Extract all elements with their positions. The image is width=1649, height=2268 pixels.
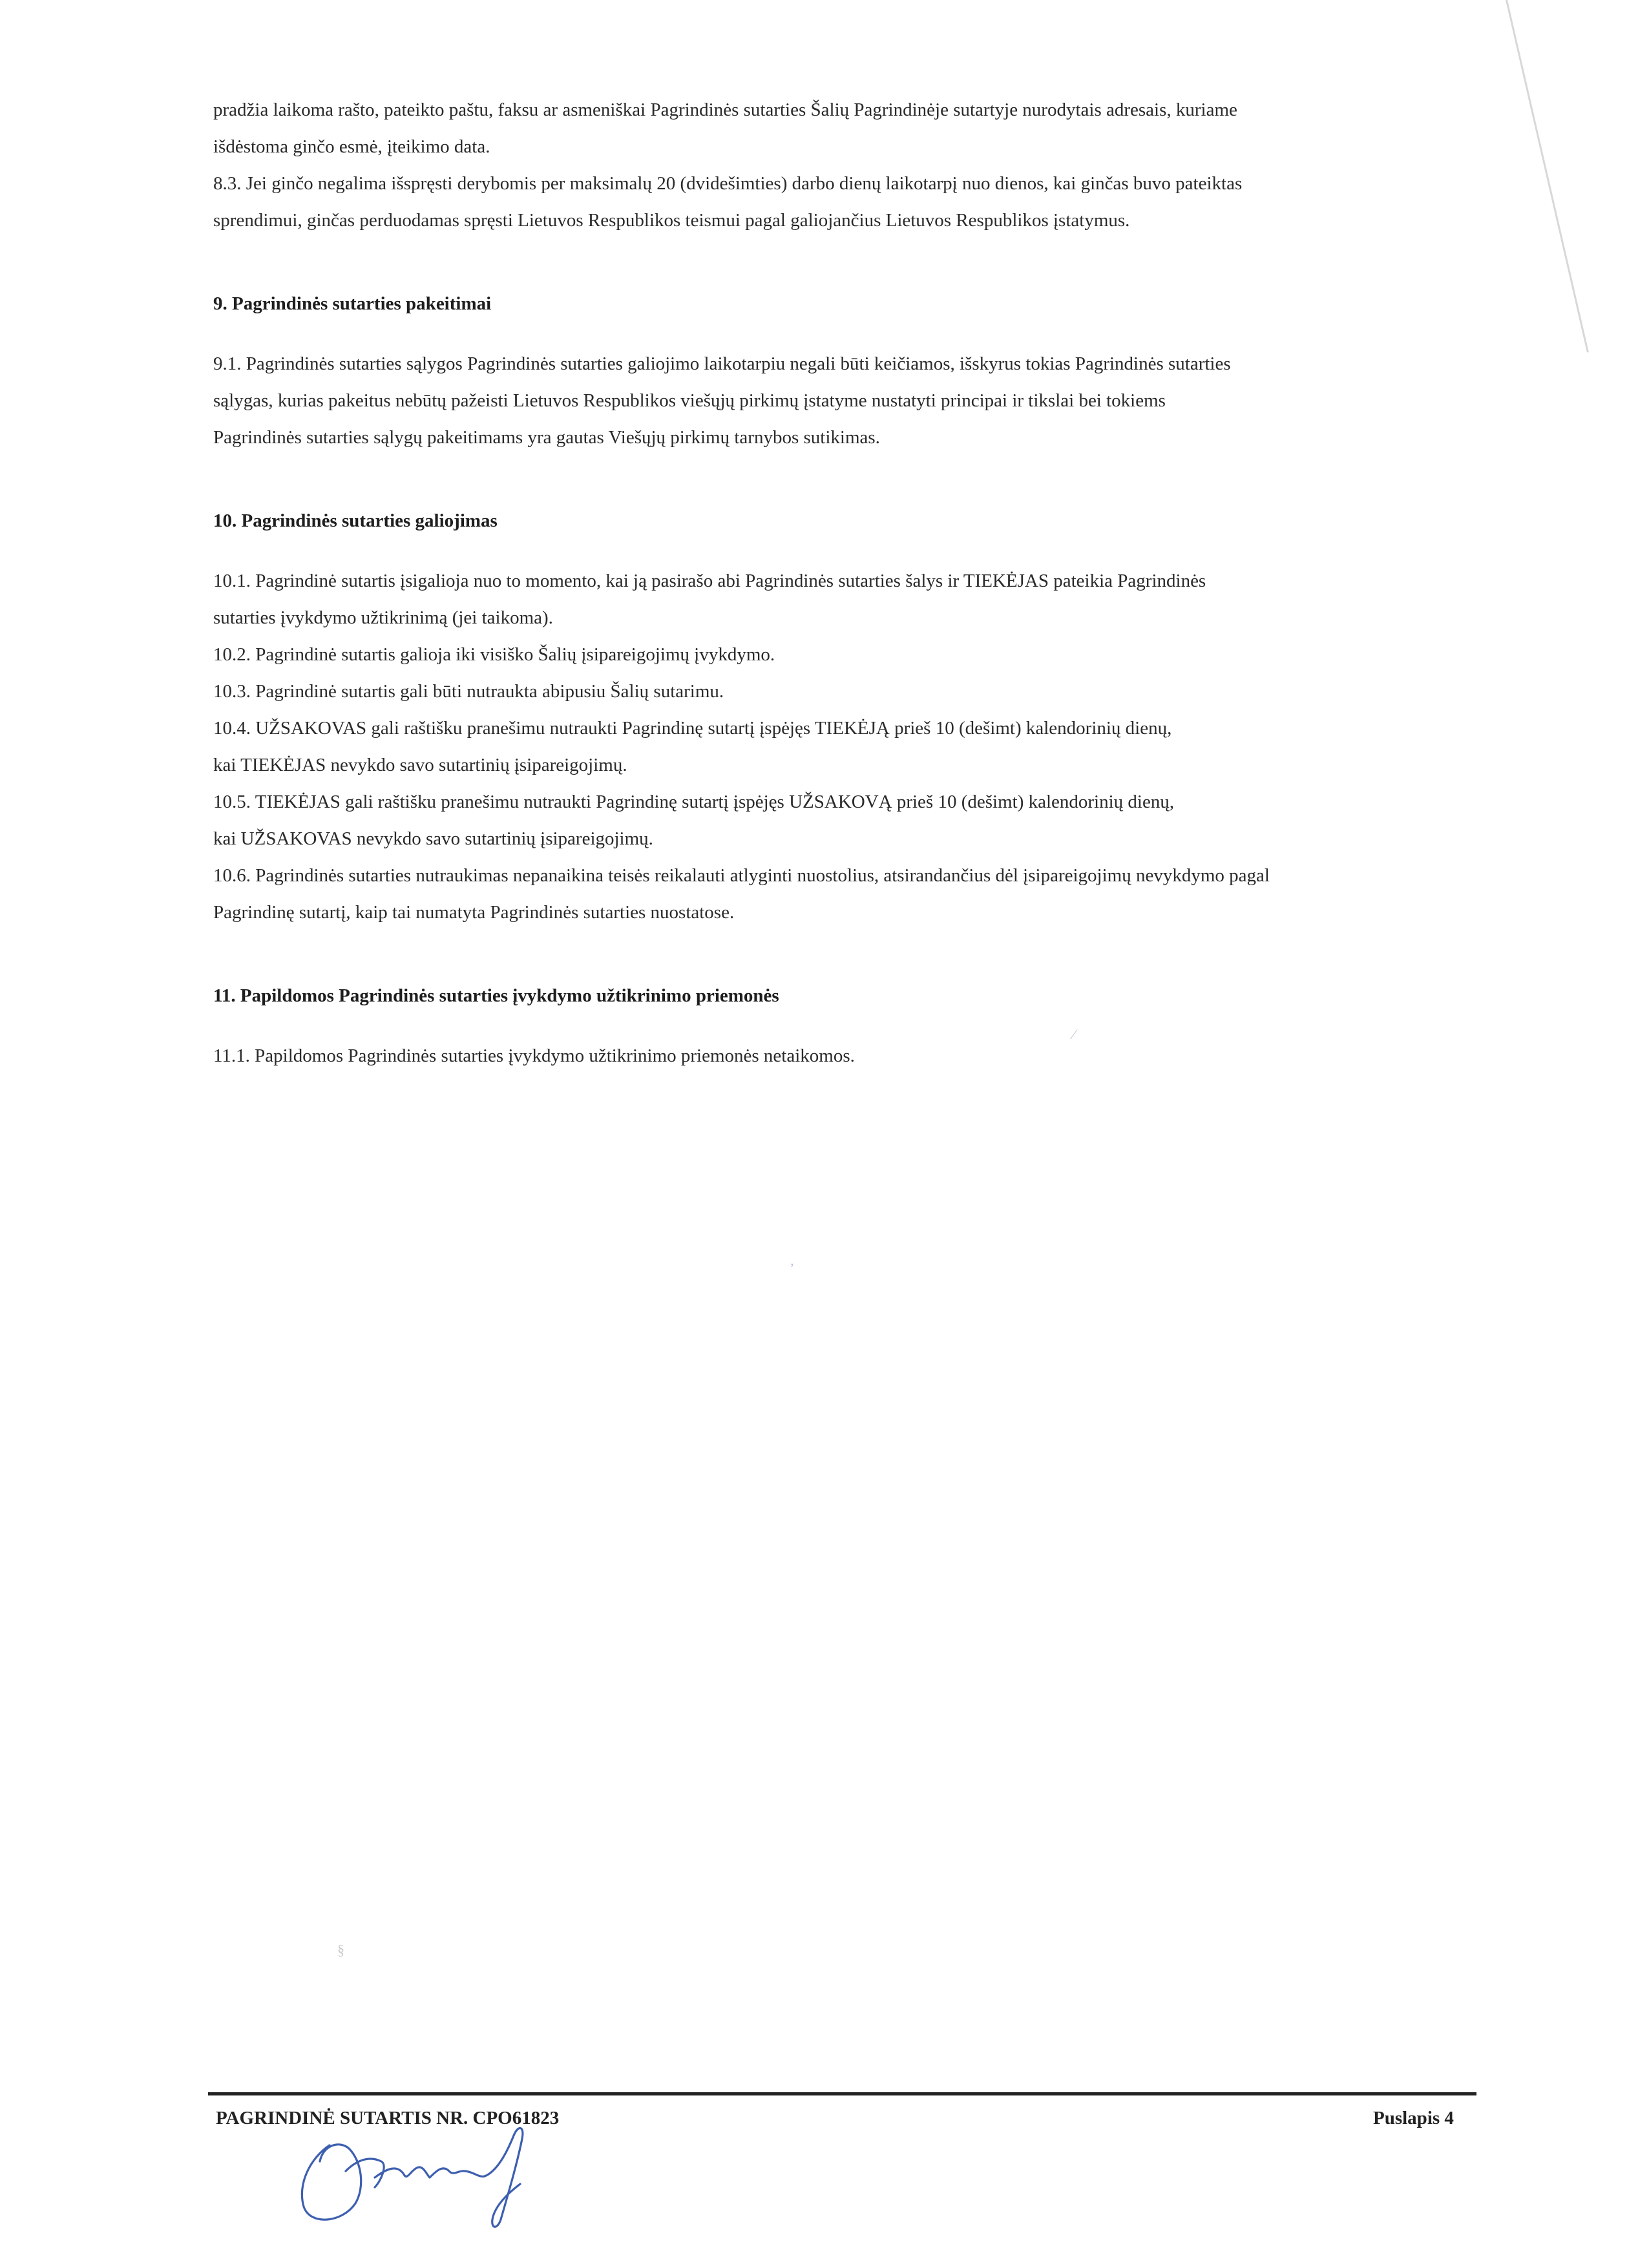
s9-para-1-line-2: sąlygas, kurias pakeitus nebūtų pažeisti Lietuvos Respublikos viešųjų pirkimų įstatyme nustatyti principai ir tikslai bei tokiems: [213, 390, 1166, 411]
s10-para-6-line-2: Pagrindinę sutartį, kaip tai numatyta Pagrindinės sutarties nuostatose.: [213, 902, 735, 923]
s10-para-6-line-1: 10.6. Pagrindinės sutarties nutraukimas nepanaikina teisės reikalauti atlyginti nuostolius, atsirandančius dėl įsipareigojimų nevykdymo pagal: [213, 865, 1270, 886]
s9-para-1-line-1: 9.1. Pagrindinės sutarties sąlygos Pagrindinės sutarties galiojimo laikotarpiu negali būti keičiamos, išskyrus tokias Pagrindinės sutarties: [213, 353, 1231, 374]
section-9-heading: 9. Pagrindinės sutarties pakeitimai: [213, 293, 492, 314]
scan-speck: ⁄: [1073, 1026, 1075, 1042]
s10-para-1-line-1: 10.1. Pagrindinė sutartis įsigalioja nuo to momento, kai ją pasirašo abi Pagrindinės sutarties šalys ir TIEKĖJAS pateikia Pagrindinės: [213, 571, 1206, 591]
scan-edge-line: [1506, 0, 1589, 353]
section-10-heading: 10. Pagrindinės sutarties galiojimas: [213, 510, 498, 531]
scan-speck: ’: [790, 1260, 795, 1276]
scan-speck: §: [337, 1942, 344, 1958]
s8-para-2-line-1: 8.3. Jei ginčo negalima išspręsti derybomis per maksimalų 20 (dvidešimties) darbo dienų laikotarpį nuo dienos, kai ginčas buvo pateiktas: [213, 173, 1243, 194]
signature-icon: [284, 2100, 556, 2236]
s8-para-1-line-1: pradžia laikoma rašto, pateikto paštu, faksu ar asmeniškai Pagrindinės sutarties Šalių Pagrindinėje sutartyje nurodytais adresais, kuriame: [213, 100, 1237, 120]
s8-para-1-line-2: išdėstoma ginčo esmė, įteikimo data.: [213, 136, 490, 157]
s9-para-1-line-3: Pagrindinės sutarties sąlygų pakeitimams yra gautas Viešųjų pirkimų tarnybos sutikimas.: [213, 427, 880, 448]
footer-page-number: Puslapis 4: [1373, 2108, 1454, 2128]
s11-para-1: 11.1. Papildomos Pagrindinės sutarties įvykdymo užtikrinimo priemonės netaikomos.: [213, 1045, 855, 1066]
footer-rule: [208, 2092, 1476, 2095]
s8-para-2-line-2: sprendimui, ginčas perduodamas spręsti Lietuvos Respublikos teismui pagal galiojančius Lietuvos Respublikos įstatymus.: [213, 210, 1130, 231]
section-11-heading: 11. Papildomos Pagrindinės sutarties įvykdymo užtikrinimo priemonės: [213, 985, 779, 1006]
s10-para-5-line-2: kai UŽSAKOVAS nevykdo savo sutartinių įsipareigojimų.: [213, 828, 653, 849]
s10-para-4-line-1: 10.4. UŽSAKOVAS gali raštišku pranešimu nutraukti Pagrindinę sutartį įspėjęs TIEKĖJĄ prieš 10 (dešimt) kalendorinių dienų,: [213, 718, 1172, 739]
s10-para-1-line-2: sutarties įvykdymo užtikrinimą (jei taikoma).: [213, 607, 553, 628]
s10-para-3: 10.3. Pagrindinė sutartis gali būti nutraukta abipusiu Šalių sutarimu.: [213, 681, 724, 702]
document-body: [213, 92, 1428, 1075]
footer-contract-number: PAGRINDINĖ SUTARTIS NR. CPO61823: [216, 2108, 560, 2128]
s10-para-5-line-1: 10.5. TIEKĖJAS gali raštišku pranešimu nutraukti Pagrindinę sutartį įspėjęs UŽSAKOVĄ prieš 10 (dešimt) kalendorinių dienų,: [213, 792, 1175, 812]
s10-para-4-line-2: kai TIEKĖJAS nevykdo savo sutartinių įsipareigojimų.: [213, 755, 627, 775]
s10-para-2: 10.2. Pagrindinė sutartis galioja iki visiško Šalių įsipareigojimų įvykdymo.: [213, 644, 775, 665]
